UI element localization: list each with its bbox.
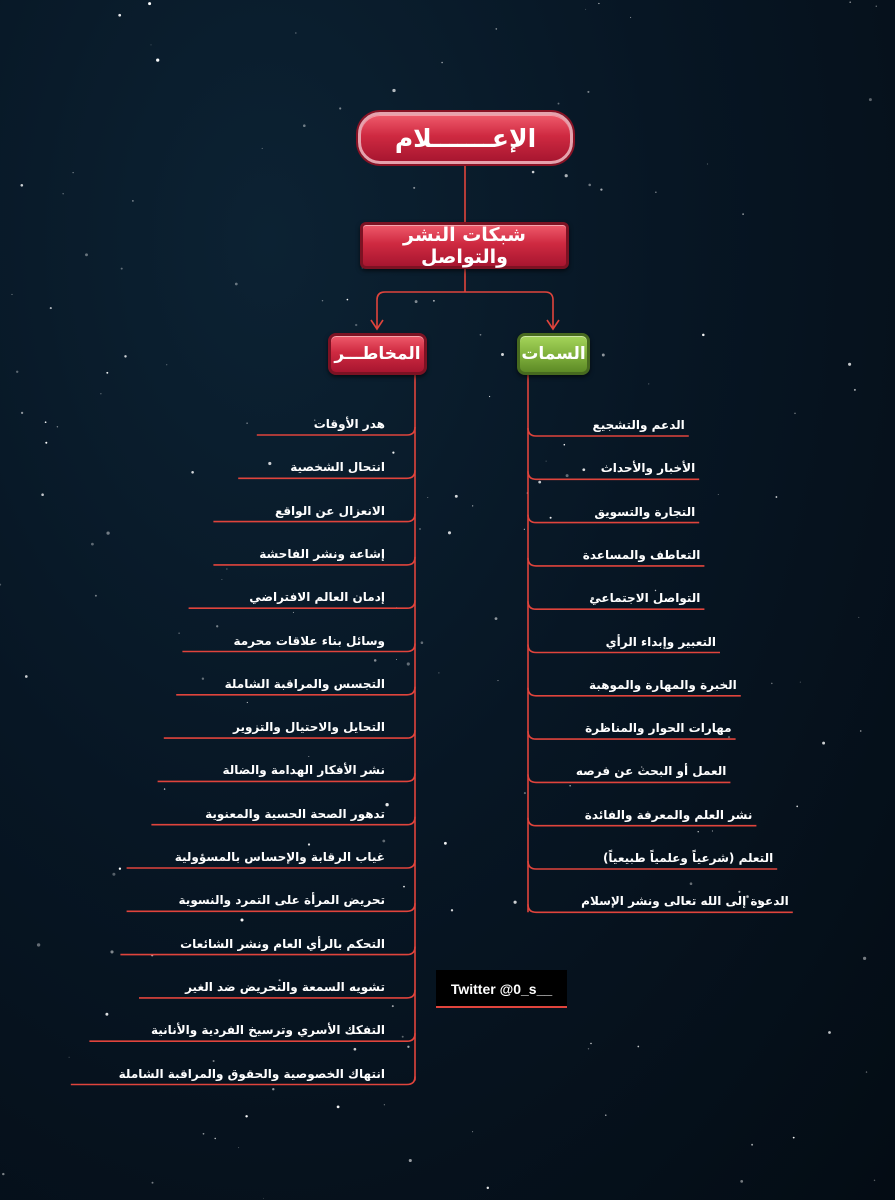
hazard-item: إدمان العالم الافتراضي [249,590,385,605]
feature-item: التعاطف والمساعدة [582,547,701,562]
features-label: السمات [521,344,586,364]
feature-item: الأخبار والأحداث [600,461,696,476]
feature-item: التعبير وإبداء الرأي [605,634,716,649]
feature-item: الدعم والتشجيع [592,418,685,432]
feature-item: الخبرة والمهارة والموهبة [589,677,737,692]
hazard-item: هدر الأوقات [313,417,385,431]
hazard-item: تحريض المرأة على التمرد والنسوية [178,893,385,908]
hazard-item: غياب الرقابة والإحساس بالمسؤولية [174,850,385,864]
feature-item: الدعوة إلى الله تعالى ونشر الإسلام [581,894,789,909]
hazard-item: التحايل والاحتيال والتزوير [232,720,385,735]
feature-item: التواصل الاجتماعي [589,591,701,606]
hazards-node [328,333,427,375]
hazards-label: المخاطـــر [334,344,421,364]
main-node-label: شبكات النشر والتواصل [403,223,526,268]
hazard-item: التحكم بالرأي العام ونشر الشائعات [180,936,385,951]
hazard-item: انتهاك الخصوصية والحقوق والمراقبة الشاملة [118,1066,385,1081]
feature-item: العمل أو البحث عن فرصه [575,764,727,779]
feature-item: التعلم (شرعياً وعلمياً طبيعياً) [602,851,774,865]
features-node [517,333,590,375]
feature-item: مهارات الحوار والمناظرة [585,721,732,736]
feature-item: التجارة والتسويق [594,504,696,519]
hazard-item: إشاعة ونشر الفاحشة [259,546,385,561]
branch-split-connector [377,292,553,328]
hazard-item: انتحال الشخصية [290,460,385,475]
feature-item: نشر العلم والمعرفة والفائدة [584,807,753,822]
hazard-item: الانعزال عن الواقع [275,503,385,518]
root-label: الإعـــــــلام [394,123,537,153]
main-node [360,222,569,269]
twitter-credit-badge: Twitter @0_s__ [436,970,567,1008]
hazard-item: تدهور الصحة الحسية والمعنوية [205,806,385,821]
hazard-item: وسائل بناء علاقات محرمة [233,633,385,648]
hazard-item: التجسس والمراقبة الشاملة [224,676,385,691]
hazard-item: التفكك الأسري وترسيخ الفردية والأنانية [151,1023,385,1038]
hazard-item: تشويه السمعة والتحريض ضد الغير [185,979,385,994]
hazard-item: نشر الأفكار الهدامة والضالة [222,763,385,778]
root-node [358,112,573,164]
